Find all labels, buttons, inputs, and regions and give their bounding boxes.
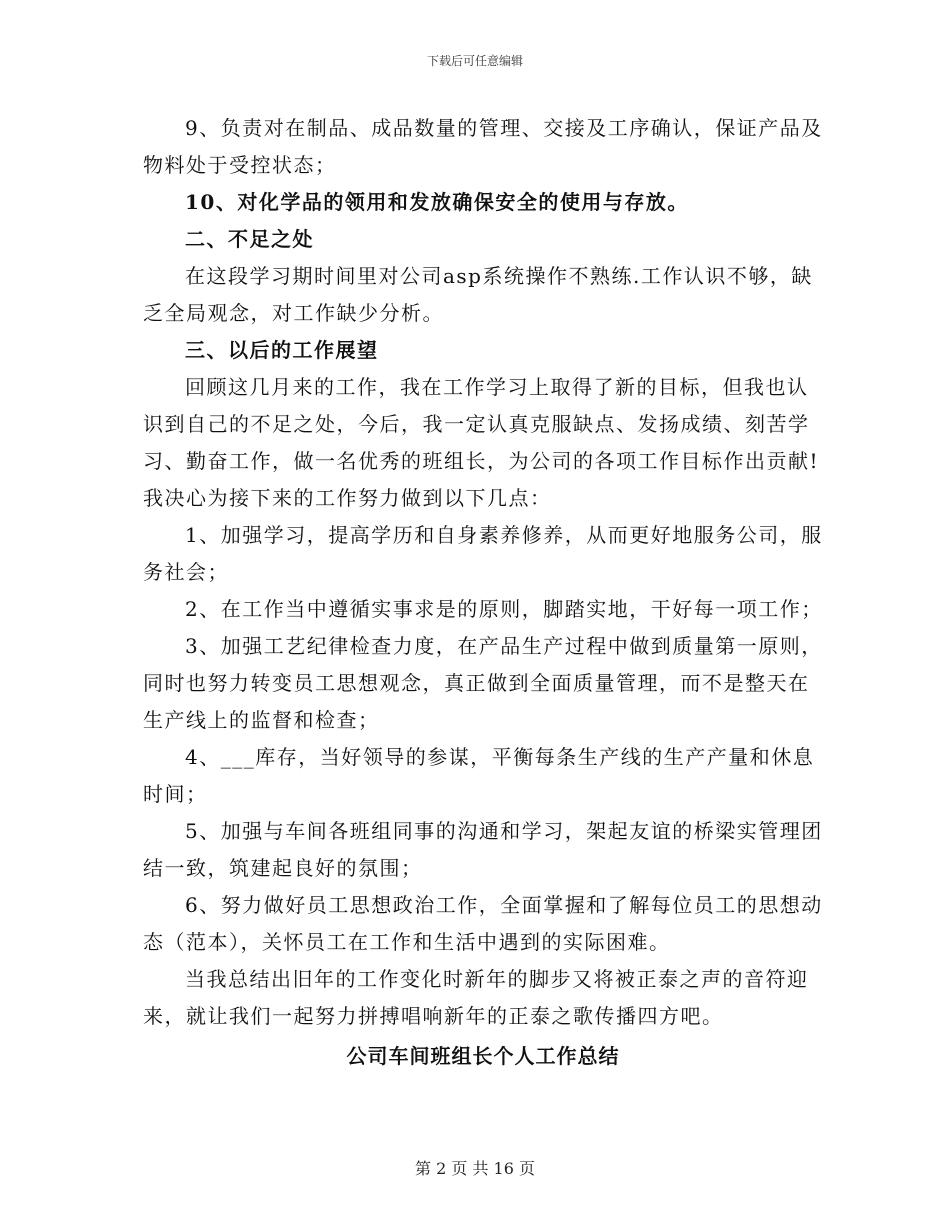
section-heading-outlook: 三、以后的工作展望	[185, 338, 379, 362]
next-section-title: 公司车间班组长个人工作总结	[346, 1044, 620, 1068]
plan-item-4: 4、___库存，当好领导的参谋，平衡每条生产线的生产产量和休息时间；	[143, 745, 815, 806]
list-item-10: 10、对化学品的领用和发放确保安全的使用与存放。	[185, 190, 689, 214]
review-paragraph: 回顾这几月来的工作，我在工作学习上取得了新的目标，但我也认识到自己的不足之处，今后，我一定认真克服缺点、发扬成绩、刻苦学习、勤奋工作，做一名优秀的班组长，为公司的各项工作目标作出贡献!我决心为接下来的工作努力做到以下几点：	[143, 375, 820, 510]
closing-paragraph: 当我总结出旧年的工作变化时新年的脚步又将被正泰之声的音符迎来，就让我们一起努力拼搏唱响新年的正泰之歌传播四方吧。	[143, 967, 809, 1028]
plan-item-2: 2、在工作当中遵循实事求是的原则，脚踏实地，干好每一项工作；	[185, 597, 823, 621]
plan-item-3: 3、加强工艺纪律检查力度，在产品生产过程中做到质量第一原则，同时也努力转变员工思想观念，真正做到全面质量管理，而不是整天在生产线上的监督和检查；	[143, 634, 823, 732]
page-header: 下载后可任意编辑	[426, 54, 523, 68]
plan-item-5: 5、加强与车间各班组同事的沟通和学习，架起友谊的桥梁实管理团结一致，筑建起良好的氛围；	[143, 819, 823, 880]
document-body	[143, 110, 823, 1075]
shortcomings-paragraph: 在这段学习期时间里对公司asp系统操作不熟练.工作认识不够，缺乏全局观念，对工作缺少分析。	[143, 264, 813, 325]
list-item-9: 9、负责对在制品、成品数量的管理、交接及工序确认，保证产品及物料处于受控状态；	[143, 116, 823, 177]
section-heading-shortcomings: 二、不足之处	[185, 227, 314, 251]
page-number: 第 2 页 共 16 页	[415, 1159, 535, 1178]
plan-item-1: 1、加强学习，提高学历和自身素养修养，从而更好地服务公司，服务社会；	[143, 523, 823, 584]
plan-item-6: 6、努力做好员工思想政治工作，全面掌握和了解每位员工的思想动态（范本），关怀员工在工作和生活中遇到的实际困难。	[143, 893, 823, 954]
